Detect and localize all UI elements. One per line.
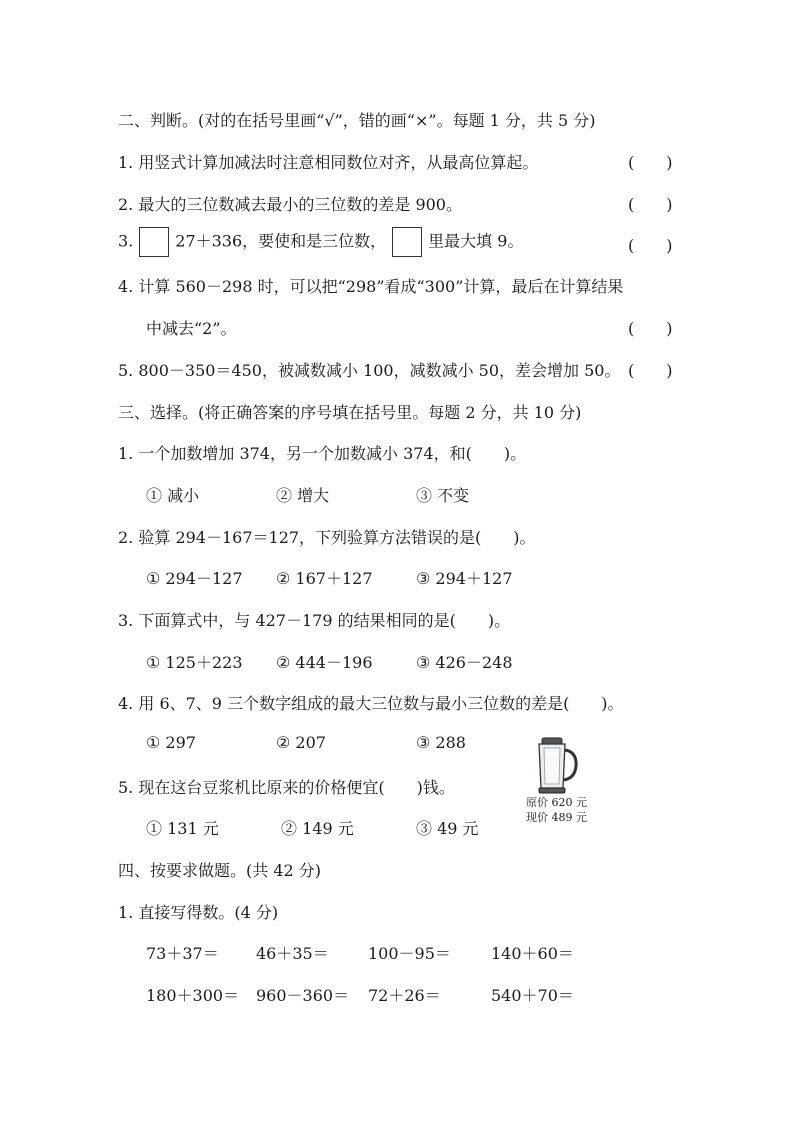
answer-bracket-1[interactable]: ( ) — [628, 153, 673, 172]
option-b[interactable]: ② 增大 — [276, 486, 330, 505]
answer-bracket-4[interactable]: ( ) — [628, 319, 673, 338]
judge-question-4: 4. 计算 560－298 时，可以把“298”看成“300”计算，最后在计算结果 — [118, 277, 624, 296]
current-price: 现价 489 元 — [526, 811, 587, 824]
judge-question-4-continued: 中减去“2”。 — [146, 319, 237, 338]
calc-item: 100－95＝ — [368, 944, 451, 963]
calc-item: 540＋70＝ — [491, 986, 574, 1005]
question-text: 27＋336，要使和是三位数， — [175, 231, 387, 251]
choice-question-4: 4. 用 6、7、9 三个数字组成的最大三位数与最小三位数的差是( )。 — [118, 694, 624, 713]
judge-question-5: 5. 800－350＝450，被减数减小 100，减数减小 50，差会增加 50。 — [118, 361, 621, 380]
judge-question-1: 1. 用竖式计算加减法时注意相同数位对齐，从最高位算起。 — [118, 153, 539, 172]
answer-bracket-5[interactable]: ( ) — [628, 361, 673, 380]
option-b[interactable]: ② 207 — [276, 733, 326, 752]
option-a[interactable]: ① 297 — [146, 733, 196, 752]
calc-item: 180＋300＝ — [146, 986, 240, 1005]
option-a[interactable]: ① 125＋223 — [146, 653, 243, 672]
option-a[interactable]: ① 131 元 — [146, 819, 219, 838]
calc-item: 140＋60＝ — [491, 944, 574, 963]
option-c[interactable]: ③ 49 元 — [416, 819, 479, 838]
section-4-heading: 四、按要求做题。(共 42 分) — [118, 861, 322, 880]
option-a[interactable]: ① 294－127 — [146, 569, 243, 588]
section-3-heading: 三、选择。(将正确答案的序号填在括号里。每题 2 分，共 10 分) — [118, 403, 582, 422]
option-a[interactable]: ① 减小 — [146, 486, 200, 505]
calc-item: 72＋26＝ — [368, 986, 441, 1005]
calc-item: 73＋37＝ — [146, 944, 219, 963]
option-b[interactable]: ② 149 元 — [281, 819, 354, 838]
section-2-heading: 二、判断。(对的在括号里画“√”，错的画“×”。每题 1 分，共 5 分) — [118, 111, 596, 130]
judge-question-2: 2. 最大的三位数减去最小的三位数的差是 900。 — [118, 195, 462, 214]
choice-question-3: 3. 下面算式中，与 427－179 的结果相同的是( )。 — [118, 611, 511, 630]
option-c[interactable]: ③ 294＋127 — [416, 569, 513, 588]
calc-item: 46＋35＝ — [256, 944, 329, 963]
judge-question-3 — [118, 227, 523, 257]
blank-box[interactable] — [139, 227, 169, 257]
original-price: 原价 620 元 — [526, 796, 587, 809]
option-c[interactable]: ③ 不变 — [416, 486, 470, 505]
answer-bracket-3[interactable]: ( ) — [628, 236, 673, 255]
choice-question-5: 5. 现在这台豆浆机比原来的价格便宜( )钱。 — [118, 778, 455, 797]
question-number: 3. — [118, 231, 134, 251]
option-c[interactable]: ③ 288 — [416, 733, 466, 752]
calc-question-1: 1. 直接写得数。(4 分) — [118, 903, 279, 922]
answer-bracket-2[interactable]: ( ) — [628, 195, 673, 214]
calc-item: 960－360＝ — [256, 986, 350, 1005]
choice-question-1: 1. 一个加数增加 374，另一个加数减小 374，和( )。 — [118, 444, 527, 463]
choice-question-2: 2. 验算 294－167＝127，下列验算方法错误的是( )。 — [118, 528, 536, 547]
blank-box[interactable] — [392, 227, 422, 257]
option-b[interactable]: ② 167＋127 — [276, 569, 373, 588]
soymilk-maker-icon — [530, 736, 582, 800]
question-text: 里最大填 9。 — [428, 231, 524, 251]
option-c[interactable]: ③ 426－248 — [416, 653, 513, 672]
option-b[interactable]: ② 444－196 — [276, 653, 373, 672]
